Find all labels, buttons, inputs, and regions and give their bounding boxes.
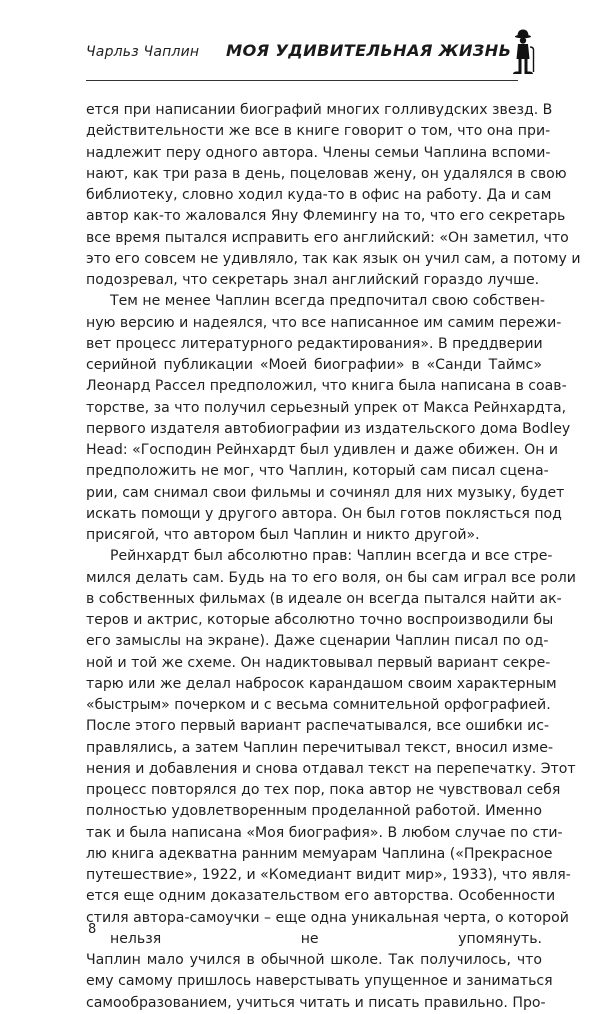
text-line: надлежит перу одного автора. Члены семьи Чаплина вспоми-	[86, 144, 551, 161]
text-line: путешествие», 1922, и «Комедиант видит мир», 1933), что явля-	[86, 867, 571, 883]
text-line: После этого первый вариант распечатывался, все ошибки ис-	[86, 718, 550, 735]
text-line: это его совсем не удивляло, так как язык он учил сам, а потому и	[86, 250, 581, 267]
header-divider	[86, 80, 518, 81]
running-header-title: МОЯ УДИВИТЕЛЬНАЯ ЖИЗНЬ	[226, 41, 512, 60]
text-line: Чаплин мало учился в обычной школе. Так получилось, что	[86, 952, 542, 968]
text-line: процесс повторялся до тех пор, пока автор не чувствовал себя	[86, 782, 561, 798]
text-line: библиотеку, словно ходил куда-то в офис на работу. Да и сам	[86, 187, 552, 203]
text-line: нения и добавления и снова отдавал текст на перепечатку. Этот	[86, 760, 576, 777]
text-line: серийной публикации «Моей биографии» в «Санди Таймс»	[86, 357, 542, 373]
text-line: лю книга адекватна ранним мемуарам Чаплина («Прекрасное	[86, 845, 553, 862]
text-line: Тем не менее Чаплин всегда предпочитал свою собствен-	[110, 293, 546, 310]
text-line: нают, как три раза в день, поцеловав жену, он удалялся в свою	[86, 165, 567, 182]
text-line: Head: «Господин Рейнхардт был удивлен и даже обижен. Он и	[86, 442, 559, 458]
running-header	[86, 38, 518, 74]
text-line: мился делать сам. Будь на то его воля, он бы сам играл все роли	[86, 569, 576, 586]
text-line: рии, сам снимал свои фильмы и сочинял для них музыку, будет	[86, 484, 565, 501]
text-line: нельзя не упомянуть.	[110, 930, 542, 947]
text-line: действительности же все в книге говорит о том, что она при-	[86, 123, 551, 140]
text-line: предположить не мог, что Чаплин, который сам писал сцена-	[86, 463, 549, 480]
text-line: вет процесс литературного редактирования». В преддверии	[86, 335, 543, 352]
text-line: первого издателя автобиографии из издательского дома Bodley	[86, 420, 571, 437]
text-line: ную версию и надеялся, что все написанное им самим пережи-	[86, 314, 562, 331]
text-line: стиля автора-самоучки – еще одна уникальная черта, о которой	[86, 909, 569, 926]
text-line: его замыслы на экране). Даже сценарии Чаплин писал по од-	[86, 633, 549, 650]
text-line: ему самому пришлось наверстывать упущенное и заниматься	[86, 973, 553, 990]
text-line: торстве, за что получил серьезный упрек от Макса Рейнхардта,	[86, 399, 567, 416]
text-line: автор как-то жаловался Яну Флемингу на то, что его секретарь	[86, 208, 566, 225]
text-line: присягой, что автором был Чаплин и никто другой».	[86, 527, 480, 543]
text-line: ной и той же схеме. Он надиктовывал первый вариант секре-	[86, 654, 551, 671]
text-line: «быстрым» почерком и с весьма сомнительной орфографией.	[86, 697, 551, 713]
text-line: Леонард Рассел предположил, что книга была написана в соав-	[86, 378, 567, 395]
page-number: 8	[88, 922, 97, 937]
text-line: ется еще одним доказательством его авторства. Особенности	[86, 888, 556, 905]
running-header-author: Чарльз Чаплин	[86, 44, 200, 60]
text-line: полностью удовлетворенным проделанной работой. Именно	[86, 803, 542, 820]
text-line: Рейнхардт был абсолютно прав: Чаплин всегда и все стре-	[110, 548, 553, 565]
text-line: правлялись, а затем Чаплин перечитывал текст, вносил изме-	[86, 739, 554, 756]
text-line: теров и актрис, которые абсолютно точно воспроизводили бы	[86, 612, 554, 628]
text-line: тарю или же делал набросок карандашом своим характерным	[86, 675, 557, 692]
text-line: самообразованием, учиться читать и писать правильно. Про-	[86, 994, 546, 1011]
text-line: ется при написании биографий многих голливудских звезд. В	[86, 102, 553, 118]
chaplin-silhouette-icon	[510, 28, 536, 78]
text-line: искать помощи у другого автора. Он был готов поклясться под	[86, 505, 562, 522]
text-line: в собственных фильмах (в идеале он всегда пытался найти ак-	[86, 590, 562, 607]
text-line: так и была написана «Моя биография». В любом случае по сти-	[86, 824, 563, 841]
text-line: подозревал, что секретарь знал английский гораздо лучше.	[86, 272, 540, 288]
body-text	[86, 100, 581, 1014]
text-line: все время пытался исправить его английский: «Он заметил, что	[86, 229, 569, 246]
